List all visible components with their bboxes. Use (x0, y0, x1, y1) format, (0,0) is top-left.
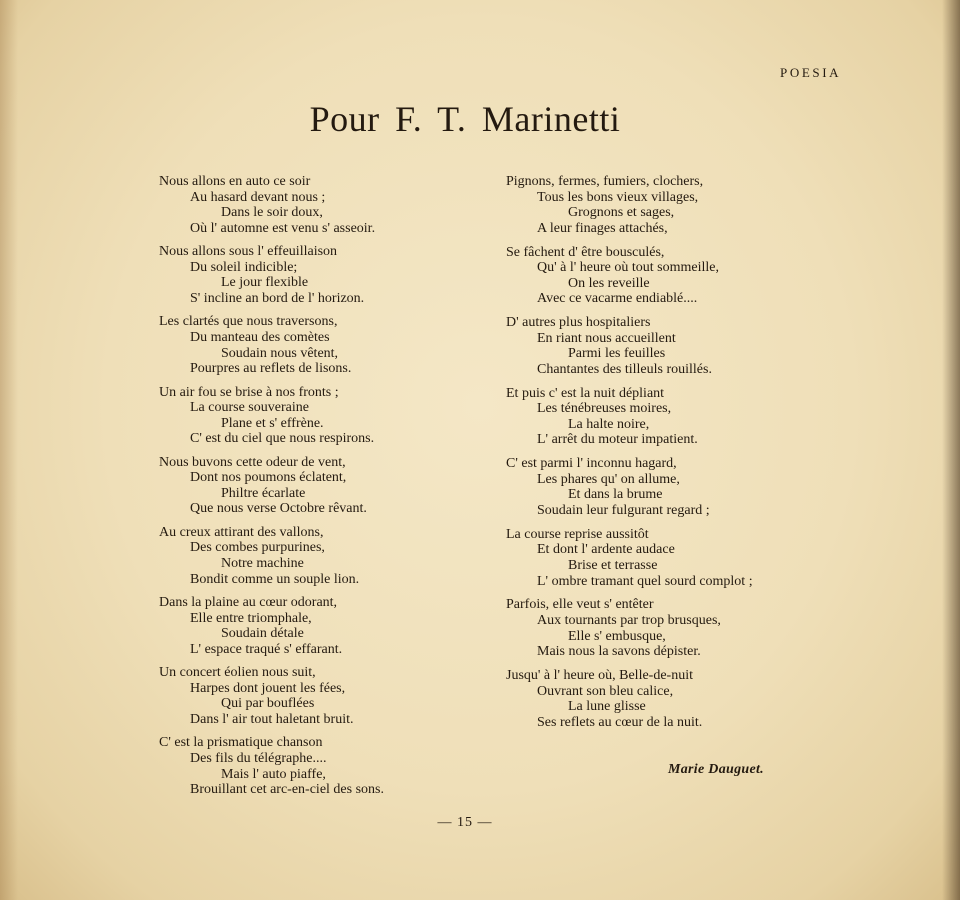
poem-line: Le jour flexible (221, 275, 309, 291)
poem-line: En riant nous accueillent (537, 330, 676, 346)
poem-line: Grognons et sages, (568, 205, 675, 221)
poem-line: Aux tournants par trop brusques, (537, 612, 721, 628)
stanza (506, 386, 753, 448)
poem-line: Nous buvons cette odeur de vent, (159, 454, 346, 470)
poem-column-left (159, 174, 384, 798)
running-header: POESIA (780, 65, 842, 80)
poem-line: L' ombre tramant quel sourd complot ; (537, 573, 753, 589)
poem-line: Ses reflets au cœur de la nuit. (537, 714, 703, 730)
poem-line: Nous allons sous l' effeuillaison (159, 244, 338, 260)
poem-line: C' est du ciel que nous respirons. (190, 431, 375, 447)
poem-line: L' arrêt du moteur impatient. (537, 432, 698, 448)
poem-line: Et puis c' est la nuit dépliant (506, 385, 665, 401)
stanza (506, 597, 753, 659)
poem-line: Un concert éolien nous suit, (159, 665, 316, 681)
stanza (159, 735, 384, 797)
stanza (159, 455, 384, 517)
poem-line: Et dans la brume (568, 487, 663, 503)
poem-line: Des fils du télégraphe.... (190, 750, 327, 766)
poem-line: Du manteau des comètes (190, 329, 330, 345)
poem-line: La course reprise aussitôt (506, 526, 649, 542)
poem-line: Elle entre triomphale, (190, 610, 312, 626)
poem-line: La course souveraine (190, 400, 309, 416)
poem-line: Pignons, fermes, fumiers, clochers, (506, 174, 704, 189)
poem-line: Du soleil indicible; (190, 259, 298, 275)
poem-line: Mais nous la savons dépister. (537, 644, 701, 660)
page-shadow-right (942, 0, 960, 900)
poem-line: Des combes purpurines, (190, 540, 325, 556)
stanza (506, 245, 753, 307)
stanza (159, 665, 384, 727)
poem-line: Brouillant cet arc-en-ciel des sons. (190, 782, 384, 798)
poem-line: Les ténébreuses moires, (537, 401, 672, 417)
poem-line: Parmi les feuilles (568, 346, 666, 362)
poem-line: L' espace traqué s' effarant. (190, 641, 343, 657)
poem-line: Dans la plaine au cœur odorant, (159, 595, 338, 611)
poem-line: A leur finages attachés, (537, 220, 668, 236)
poem-line: La halte noire, (568, 416, 650, 432)
poem-line: Plane et s' effrène. (221, 415, 324, 431)
poem-line: Chantantes des tilleuls rouillés. (537, 361, 712, 377)
poem-line: On les reveille (568, 275, 650, 291)
stanza (506, 668, 753, 730)
poem-line: C' est parmi l' inconnu hagard, (506, 456, 677, 472)
stanza (506, 527, 753, 589)
poem-line: La lune glisse (568, 699, 646, 715)
stanza (506, 174, 753, 236)
page-number: — 15 — (437, 815, 493, 830)
poem-line: Brise et terrasse (568, 558, 658, 573)
stanza (506, 456, 753, 518)
poem-line: Qu' à l' heure où tout sommeille, (537, 260, 719, 276)
stanza (159, 174, 384, 236)
poem-line: Elle s' embusque, (568, 628, 666, 644)
poem-line: Philtre écarlate (221, 485, 306, 501)
poem-line: Dans le soir doux, (221, 205, 323, 221)
poem-line: Et dont l' ardente audace (537, 542, 675, 558)
poem-line: Nous allons en auto ce soir (159, 174, 311, 189)
poem-line: S' incline an bord de l' horizon. (190, 290, 365, 306)
poem-line: Soudain détale (221, 626, 304, 642)
stanza (159, 385, 384, 447)
poem-line: Dont nos poumons éclatent, (190, 470, 347, 486)
poem-line: Un air fou se brise à nos fronts ; (159, 384, 339, 400)
poem-line: Soudain leur fulgurant regard ; (537, 503, 710, 519)
poem-line: Se fâchent d' être bousculés, (506, 244, 665, 260)
poem-line: Harpes dont jouent les fées, (190, 680, 346, 696)
stanza (159, 314, 384, 376)
poem-line: Les phares qu' on allume, (537, 471, 680, 487)
poem-line: Mais l' auto piaffe, (221, 766, 326, 782)
poem-line: Jusqu' à l' heure où, Belle-de-nuit (506, 667, 693, 683)
poem-line: Parfois, elle veut s' entêter (506, 597, 654, 613)
poem-column-right (506, 174, 753, 730)
stanza (159, 595, 384, 657)
poem-line: D' autres plus hospitaliers (506, 315, 651, 331)
author-signature: Marie Dauguet. (668, 762, 764, 777)
poem-line: Soudain nous vêtent, (221, 345, 339, 361)
stanza (159, 525, 384, 587)
poem-line: Les clartés que nous traversons, (159, 314, 338, 330)
poem-line: Notre machine (221, 556, 304, 572)
poem-line: Avec ce vacarme endiablé.... (537, 291, 698, 307)
poem-line: Dans l' air tout haletant bruit. (190, 711, 354, 727)
poem-title: Pour F. T. Marinetti (309, 99, 621, 139)
poem-line: Bondit comme un souple lion. (190, 571, 360, 587)
poem-line: Au hasard devant nous ; (190, 189, 326, 205)
poem-line: Que nous verse Octobre rêvant. (190, 501, 367, 517)
poem-line: C' est la prismatique chanson (159, 735, 323, 751)
poem-line: Où l' automne est venu s' asseoir. (190, 220, 376, 236)
poem-line: Au creux attirant des vallons, (159, 524, 324, 540)
poem-line: Pourpres au reflets de lisons. (190, 361, 352, 377)
poem-line: Tous les bons vieux villages, (537, 189, 699, 205)
stanza (506, 315, 753, 377)
stanza (159, 244, 384, 306)
poem-line: Ouvrant son bleu calice, (537, 683, 674, 699)
poem-line: Qui par bouflées (221, 696, 315, 712)
